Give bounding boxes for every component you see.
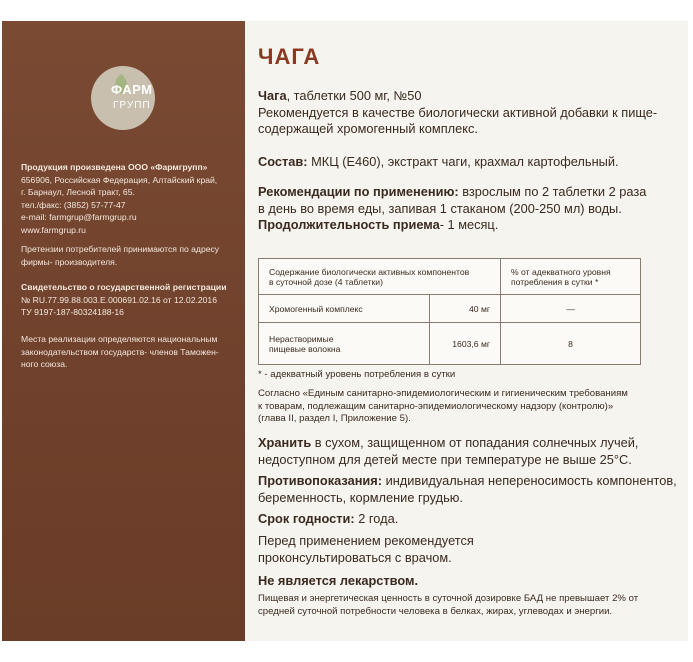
sale-line-2: законодательством государств- членов Таможен- xyxy=(21,346,219,357)
producer-label: Продукция произведена ООО «Фармгрупп» xyxy=(21,162,208,172)
sanpin-line-1: Согласно «Единым санитарно-эпидемиологическим и гигиеническим требованиям xyxy=(258,388,628,399)
header-content xyxy=(259,259,501,295)
registration-number: № RU.77.99.88.003.Е.000691.02.16 от 12.02.2016 xyxy=(21,294,217,305)
recommendation-line-2: содержащей хромогенный комплекс. xyxy=(258,121,478,136)
header-content-line-1: Содержание биологически активных компонентов xyxy=(269,266,470,277)
usage-text-1: взрослым по 2 таблетки 2 раза xyxy=(458,184,647,199)
duration-label: Продолжительность приема xyxy=(258,217,440,232)
product-name: Чага xyxy=(258,88,287,103)
consult-line-2: проконсультироваться с врачом. xyxy=(258,549,452,565)
address-line-2: г. Барнаул, Лесной тракт, 65. xyxy=(21,187,135,198)
shelf-life xyxy=(258,511,678,528)
footnote: * - адекватный уровень потребления в сутки xyxy=(258,369,456,380)
tu-number: ТУ 9197-187-80324188-16 xyxy=(21,307,124,318)
component-name xyxy=(259,323,430,365)
claims-line-2: фирмы- производителя. xyxy=(21,256,118,267)
storage-text-1: в сухом, защищенном от попадания солнечных лучей, xyxy=(311,435,639,450)
component-amount: 40 мг xyxy=(430,295,501,323)
duration-text: - 1 месяц. xyxy=(439,217,499,232)
contraindications xyxy=(258,473,678,506)
component-name-line-2: пищевые волокна xyxy=(269,343,341,354)
contra-text-1: индивидуальная непереносимость компонентов, xyxy=(382,473,677,488)
sale-places xyxy=(21,333,241,371)
farmgroup-logo xyxy=(91,66,155,130)
sale-line-1: Места реализации определяются национальным xyxy=(21,334,218,344)
shelf-text: 2 года. xyxy=(354,511,399,526)
usage xyxy=(258,184,678,234)
component-name-line-1: Нерастворимые xyxy=(269,333,334,344)
energy-note xyxy=(258,593,678,618)
component-name xyxy=(259,295,430,323)
logo-text-1: ФАРМ xyxy=(111,82,153,97)
product-title: ЧАГА xyxy=(258,44,321,69)
table-header-row xyxy=(259,259,641,295)
energy-line-2: средней суточной потребности человека в белках, жирах, углеводах и энергии. xyxy=(258,605,613,617)
table-row xyxy=(259,295,641,323)
sale-line-3: ного союза. xyxy=(21,359,68,370)
sanpin-note xyxy=(258,388,678,426)
not-drug-note xyxy=(258,573,678,590)
component-amount: 1603,6 мг xyxy=(430,323,501,365)
email: e-mail: farmgrup@farmgrup.ru xyxy=(21,212,137,223)
product-form: , таблетки 500 мг, №50 xyxy=(286,88,422,103)
header-percent-line-1: % от адекватного уровня xyxy=(511,266,611,277)
sanpin-line-2: к товарам, подлежащим санитарно-эпидемиологическому надзору (контролю)» xyxy=(258,400,614,412)
registration-info xyxy=(21,281,241,319)
consult-note xyxy=(258,533,678,566)
phone: тел./факс: (3852) 57-77-47 xyxy=(21,199,126,210)
components-table xyxy=(258,258,641,365)
not-drug-text: Не является лекарством. xyxy=(258,573,419,588)
contra-label: Противопоказания: xyxy=(258,473,383,488)
storage xyxy=(258,435,678,468)
energy-line-1: Пищевая и энергетическая ценность в суточной дозировке БАД не превышает 2% от xyxy=(258,593,639,604)
logo-text-2: ГРУПП xyxy=(113,100,151,111)
sanpin-line-3: (глава II, раздел I, Приложение 5). xyxy=(258,413,411,425)
usage-label: Рекомендации по применению: xyxy=(258,184,459,199)
registration-label: Свидетельство о государственной регистрации xyxy=(21,282,227,292)
left-brown-panel xyxy=(2,21,245,641)
contra-text-2: беременность, кормление грудью. xyxy=(258,489,463,505)
storage-label: Хранить xyxy=(258,435,312,450)
header-content-line-2: в суточной дозе (4 таблетки) xyxy=(269,276,383,287)
address-line-1: 656906, Российская Федерация, Алтайский край, xyxy=(21,174,218,185)
shelf-label: Срок годности: xyxy=(258,511,355,526)
storage-text-2: недоступном для детей месте при температуре не выше 25°С. xyxy=(258,451,632,467)
table-row xyxy=(259,323,641,365)
producer-info xyxy=(21,161,241,237)
composition xyxy=(258,154,678,171)
consult-line-1: Перед применением рекомендуется xyxy=(258,533,474,548)
leaf-icon xyxy=(91,66,155,130)
website: www.farmgrup.ru xyxy=(21,224,86,235)
header-percent xyxy=(501,259,641,295)
composition-label: Состав: xyxy=(258,154,308,169)
usage-text-2: в день во время еды, запивая 1 стаканом (200-250 мл) воды. xyxy=(258,200,622,216)
composition-text: МКЦ (Е460), экстракт чаги, крахмал картофельный. xyxy=(307,154,619,169)
header-percent-line-2: потребления в сутки * xyxy=(511,276,599,287)
recommendation-line-1: Рекомендуется в качестве биологически активной добавки к пище- xyxy=(258,104,658,120)
claims-info xyxy=(21,243,241,268)
component-name-line-1: Хромогенный комплекс xyxy=(269,303,363,314)
component-percent: 8 xyxy=(501,323,641,365)
claims-line-1: Претензии потребителей принимаются по адресу xyxy=(21,244,220,254)
product-description xyxy=(258,88,678,138)
component-percent: — xyxy=(501,295,641,323)
